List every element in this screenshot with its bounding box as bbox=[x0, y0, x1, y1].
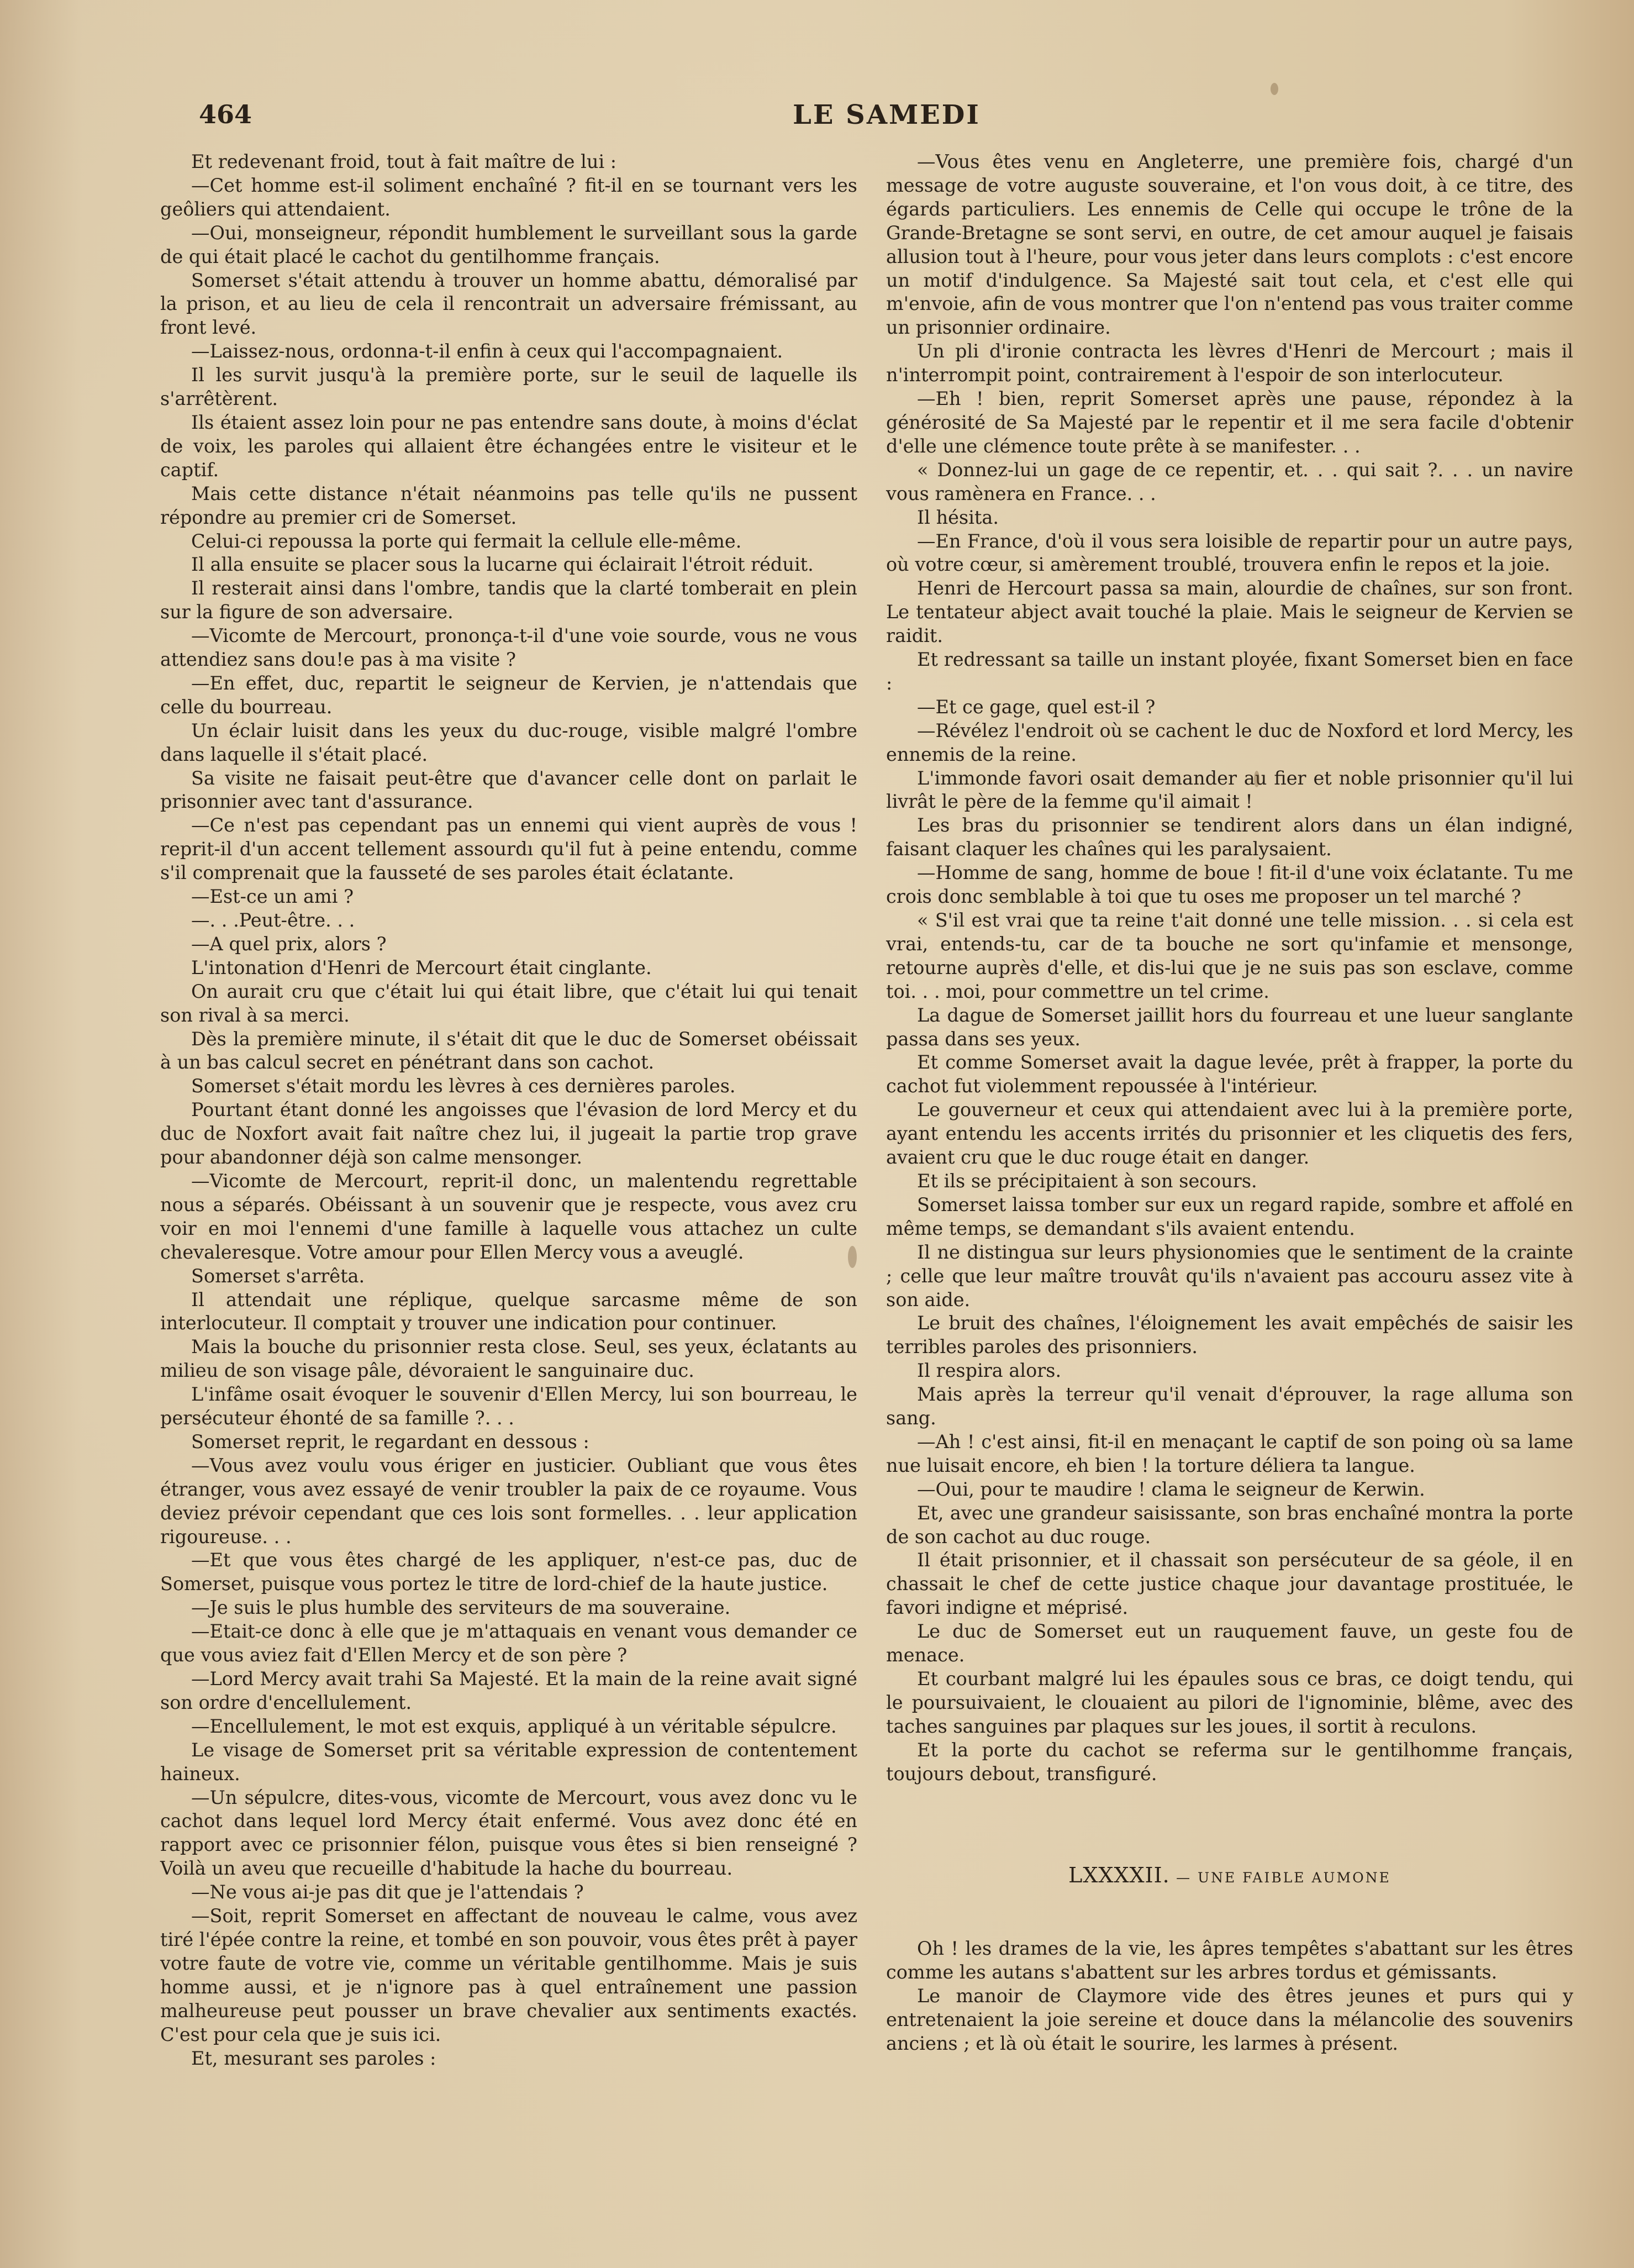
paragraph: « Donnez-lui un gage de ce repentir, et. . . qui sait ?. . . un navire vous ramènera en France. . . bbox=[886, 459, 1573, 504]
paragraph: Il hésita. bbox=[917, 506, 999, 528]
left-column bbox=[160, 150, 857, 2070]
paragraph: Sa visite ne faisait peut-être que d'avancer celle dont on parlait le prisonnier avec tant d'assurance. bbox=[160, 767, 857, 813]
paragraph: —Cet homme est-il soliment enchaîné ? fit-il en se tournant vers les geôliers qui attendaient. bbox=[160, 174, 857, 220]
chapter-number: LXXXXII. bbox=[1068, 1862, 1170, 1887]
paragraph: —Vicomte de Mercourt, reprit-il donc, un malentendu regrettable nous a séparés. Obéissant à un souvenir que je respecte, vous avez cru voir en moi l'ennemi d'une famille à laquelle vous attachez un culte chevaleresque. Votre amour pour Ellen Mercy vous a aveuglé. bbox=[160, 1170, 857, 1263]
paragraph: —Vous êtes venu en Angleterre, une première fois, chargé d'un message de votre auguste souveraine, et l'on vous doit, à ce titre, des égards particuliers. Les ennemis de Celle qui occupe le trône de la Grande-Bretagne se sont servi, en outre, de cet amour auquel je faisais allusion tout à l'heure, pour vous jeter dans leurs complots : c'est encore un motif d'indulgence. Sa Majesté sait tout cela, et c'est elle qui m'envoie, afin de vous montrer que l'on n'entend pas vous traiter comme un prisonnier ordinaire. bbox=[886, 151, 1573, 339]
paragraph: Mais cette distance n'était néanmoins pas telle qu'ils ne pussent répondre au premier cri de Somerset. bbox=[160, 482, 857, 528]
paragraph: —En France, d'où il vous sera loisible de repartir pour un autre pays, où votre cœur, si amèrement troublé, trouvera enfin le repos et la joie. bbox=[886, 530, 1573, 576]
paragraph: Le visage de Somerset prit sa véritable expression de contentement haineux. bbox=[160, 1739, 857, 1785]
running-title: LE SAMEDI bbox=[793, 99, 981, 130]
paragraph: Un pli d'ironie contracta les lèvres d'Henri de Mercourt ; mais il n'interrompit point, contrairement à l'espoir de son interlocuteur. bbox=[886, 340, 1573, 386]
paragraph: —Révélez l'endroit où se cachent le duc de Noxford et lord Mercy, les ennemis de la reine. bbox=[886, 719, 1573, 765]
paragraph: —Je suis le plus humble des serviteurs de ma souveraine. bbox=[191, 1597, 731, 1619]
paragraph: —Un sépulcre, dites-vous, vicomte de Mercourt, vous avez donc vu le cachot dans lequel lord Mercy était enfermé. Vous avez donc été en rapport avec ce prisonnier félon, puisque vous êtes si bien renseigné ? Voilà un aveu que recueille d'habitude la hache du bourreau. bbox=[160, 1786, 857, 1880]
paragraph: Henri de Hercourt passa sa main, alourdie de chaînes, sur son front. Le tentateur abject avait touché la plaie. Mais le seigneur de Kervien se raidit. bbox=[886, 577, 1573, 647]
paragraph: Mais après la terreur qu'il venait d'éprouver, la rage alluma son sang. bbox=[886, 1383, 1573, 1429]
paragraph: Il resterait ainsi dans l'ombre, tandis que la clarté tomberait en plein sur la figure de son adversaire. bbox=[160, 577, 857, 623]
paragraph: Dès la première minute, il s'était dit que le duc de Somerset obéissait à un bas calcul secret en pénétrant dans son cachot. bbox=[160, 1028, 857, 1074]
paragraph: —Encellulement, le mot est exquis, appliqué à un véritable sépulcre. bbox=[191, 1715, 837, 1737]
paragraph: —En effet, duc, repartit le seigneur de Kervien, je n'attendais que celle du bourreau. bbox=[160, 672, 857, 718]
paragraph: L'intonation d'Henri de Mercourt était cinglante. bbox=[191, 956, 652, 978]
right-column-text bbox=[886, 150, 1573, 1786]
paragraph: La dague de Somerset jaillit hors du fourreau et une lueur sanglante passa dans ses yeux. bbox=[886, 1004, 1573, 1050]
chapter-heading bbox=[886, 1864, 1573, 1890]
paragraph: Il les survit jusqu'à la première porte, sur le seuil de laquelle ils s'arrêtèrent. bbox=[160, 364, 857, 410]
paper-stain bbox=[1254, 771, 1259, 787]
page-number: 464 bbox=[199, 99, 252, 129]
paragraph: —Ah ! c'est ainsi, fit-il en menaçant le captif de son poing où sa lame nue luisait encore, eh bien ! la torture déliera ta langue. bbox=[886, 1430, 1573, 1476]
paragraph: —. . .Peut-être. . . bbox=[191, 909, 355, 931]
paragraph: —Ne vous ai-je pas dit que je l'attendais ? bbox=[191, 1881, 584, 1903]
paragraph: Et, avec une grandeur saisissante, son bras enchaîné montra la porte de son cachot au duc rouge. bbox=[886, 1502, 1573, 1548]
paragraph: Ils étaient assez loin pour ne pas entendre sans doute, à moins d'éclat de voix, les paroles qui allaient être échangées entre le visiteur et le captif. bbox=[160, 411, 857, 481]
paragraph: —Laissez-nous, ordonna-t-il enfin à ceux qui l'accompagnaient. bbox=[191, 340, 783, 362]
paragraph: Somerset s'était attendu à trouver un homme abattu, démoralisé par la prison, et au lieu de cela il rencontrait un adversaire frémissant, au front levé. bbox=[160, 269, 857, 339]
chapter-title: — UNE FAIBLE AUMONE bbox=[1176, 1869, 1391, 1886]
paragraph: Les bras du prisonnier se tendirent alors dans un élan indigné, faisant claquer les chaînes qui les paralysaient. bbox=[886, 814, 1573, 860]
paragraph: Et courbant malgré lui les épaules sous ce bras, ce doigt tendu, qui le poursuivaient, le clouaient au pilori de l'ignominie, blême, avec des taches sanguines par plaques sur les joues, il sortit à reculons. bbox=[886, 1668, 1573, 1737]
paragraph: —Est-ce un ami ? bbox=[191, 886, 354, 908]
paragraph: Le manoir de Claymore vide des êtres jeunes et purs qui y entretenaient la joie sereine et douce dans la mélancolie des souvenirs anciens ; et là où était le sourire, les larmes à présent. bbox=[886, 1985, 1573, 2055]
paragraph: Le duc de Somerset eut un rauquement fauve, un geste fou de menace. bbox=[886, 1620, 1573, 1666]
paragraph: —A quel prix, alors ? bbox=[191, 933, 387, 955]
paragraph: —Oui, pour te maudire ! clama le seigneur de Kerwin. bbox=[917, 1478, 1425, 1500]
paragraph: —Ce n'est pas cependant pas un ennemi qui vient auprès de vous ! reprit-il d'un accent tellement assourdı qu'il fut à peine entendu, comme s'il comprenait que la fausseté de ses paroles était éclatante. bbox=[160, 814, 857, 884]
paragraph: Pourtant étant donné les angoisses que l'évasion de lord Mercy et du duc de Noxfort avait fait naître chez lui, il jugeait la partie trop grave pour abandonner déjà son calme mensonger. bbox=[160, 1099, 857, 1169]
paragraph: —Et ce gage, quel est-il ? bbox=[917, 696, 1156, 718]
paper-stain bbox=[848, 1246, 857, 1268]
paragraph: Il ne distingua sur leurs physionomies que le sentiment de la crainte ; celle que leur maître trouvât qu'ils n'avaient pas accouru assez vite à son aide. bbox=[886, 1241, 1573, 1311]
paragraph: Somerset reprit, le regardant en dessous : bbox=[191, 1430, 589, 1453]
page-header bbox=[199, 99, 1574, 144]
paragraph: Et la porte du cachot se referma sur le gentilhomme français, toujours debout, transfiguré. bbox=[886, 1739, 1573, 1785]
paragraph: Et ils se précipitaient à son secours. bbox=[917, 1170, 1257, 1192]
paragraph: Somerset s'arrêta. bbox=[191, 1265, 365, 1287]
paragraph: —Homme de sang, homme de boue ! fit-il d'une voix éclatante. Tu me crois donc semblable à toi que tu oses me proposer un tel marché ? bbox=[886, 862, 1573, 908]
paragraph: —Etait-ce donc à elle que je m'attaquais en venant vous demander ce que vous aviez fait d'Ellen Mercy et de son père ? bbox=[160, 1620, 857, 1666]
paragraph: Il respira alors. bbox=[917, 1360, 1062, 1382]
paragraph: Le gouverneur et ceux qui attendaient avec lui à la première porte, ayant entendu les accents irrités du prisonnier et les cliquetis des fers, avaient cru que le duc rouge était en danger. bbox=[886, 1099, 1573, 1169]
paragraph: —Et que vous êtes chargé de les appliquer, n'est-ce pas, duc de Somerset, puisque vous portez le titre de lord-chief de la haute justice. bbox=[160, 1549, 857, 1595]
paragraph: Le bruit des chaînes, l'éloignement les avait empêchés de saisir les terribles paroles des prisonniers. bbox=[886, 1312, 1573, 1358]
paragraph: —Soit, reprit Somerset en affectant de nouveau le calme, vous avez tiré l'épée contre la reine, et tombé en son pouvoir, vous êtes prêt à payer votre faute de votre vie, comme un véritable gentilhomme. Mais je suis homme aussi, et je n'ignore pas à quel entraînement une passion malheureuse peut pousser un brave chevalier aux sentiments exactés. C'est pour cela que je suis ici. bbox=[160, 1905, 857, 2045]
paragraph: Somerset s'était mordu les lèvres à ces dernières paroles. bbox=[191, 1075, 736, 1097]
paragraph: Il attendait une réplique, quelque sarcasme même de son interlocuteur. Il comptait y trouver une indication pour continuer. bbox=[160, 1288, 857, 1334]
paragraph: L'immonde favori osait demander au fier et noble prisonnier qu'il lui livrât le père de la femme qu'il aimait ! bbox=[886, 767, 1573, 813]
paragraph: On aurait cru que c'était lui qui était libre, que c'était lui qui tenait son rival à sa merci. bbox=[160, 980, 857, 1026]
paragraph: Somerset laissa tomber sur eux un regard rapide, sombre et affolé en même temps, se demandant s'ils avaient entendu. bbox=[886, 1193, 1573, 1239]
paragraph: Un éclair luisit dans les yeux du duc-rouge, visible malgré l'ombre dans laquelle il s'était placé. bbox=[160, 719, 857, 765]
paragraph: L'infâme osait évoquer le souvenir d'Ellen Mercy, lui son bourreau, le persécuteur éhonté de sa famille ?. . . bbox=[160, 1383, 857, 1429]
paragraph: Oh ! les drames de la vie, les âpres tempêtes s'abattant sur les êtres comme les autans s'abattent sur les arbres tordus et gémissants. bbox=[886, 1938, 1573, 1983]
paragraph: Il alla ensuite se placer sous la lucarne qui éclairait l'étroit réduit. bbox=[191, 554, 814, 576]
paragraph: « S'il est vrai que ta reine t'ait donné une telle mission. . . si cela est vrai, entends-tu, car de ta bouche ne sort qu'infamie et mensonge, retourne auprès d'elle, et dis-lui que je ne suis pas son esclave, comme toi. . . moi, pour commettre un tel crime. bbox=[886, 909, 1573, 1002]
paragraph: Et comme Somerset avait la dague levée, prêt à frapper, la porte du cachot fut violemment repoussée à l'intérieur. bbox=[886, 1051, 1573, 1097]
paragraph: Et redressant sa taille un instant ployée, fixant Somerset bien en face : bbox=[886, 649, 1573, 694]
chapter-text bbox=[886, 1937, 1573, 2056]
paragraph: Et redevenant froid, tout à fait maître de lui : bbox=[191, 151, 617, 172]
paragraph: —Lord Mercy avait trahi Sa Majesté. Et la main de la reine avait signé son ordre d'encellulement. bbox=[160, 1668, 857, 1713]
paragraph: —Eh ! bien, reprit Somerset après une pause, répondez à la générosité de Sa Majesté par le repentir et il me sera facile d'obtenir d'elle une clémence toute prête à se manifester. . . bbox=[886, 388, 1573, 457]
paragraph: —Oui, monseigneur, répondit humblement le surveillant sous la garde de qui était placé le cachot du gentilhomme français. bbox=[160, 222, 857, 267]
paper-stain bbox=[1271, 83, 1278, 95]
paragraph: Celui-ci repoussa la porte qui fermait la cellule elle-même. bbox=[191, 530, 742, 552]
paragraph: Mais la bouche du prisonnier resta close. Seul, ses yeux, éclatants au milieu de son visage pâle, dévoraient le sanguinaire duc. bbox=[160, 1336, 857, 1382]
paragraph: Il était prisonnier, et il chassait son persécuteur de sa géole, il en chassait le chef de cette justice chaque jour davantage prostituée, le favori indigne et méprisé. bbox=[886, 1549, 1573, 1619]
paragraph: —Vicomte de Mercourt, prononça-t-il d'une voie sourde, vous ne vous attendiez sans dou!e pas à ma visite ? bbox=[160, 625, 857, 671]
paragraph: Et, mesurant ses paroles : bbox=[191, 2047, 436, 2069]
paragraph: —Vous avez voulu vous ériger en justicier. Oubliant que vous êtes étranger, vous avez essayé de venir troubler la paix de ce royaume. Vous deviez prévoir cependant que ces lois sont formelles. . . leur application rigoureuse. . . bbox=[160, 1454, 857, 1548]
right-column bbox=[886, 150, 1573, 2056]
